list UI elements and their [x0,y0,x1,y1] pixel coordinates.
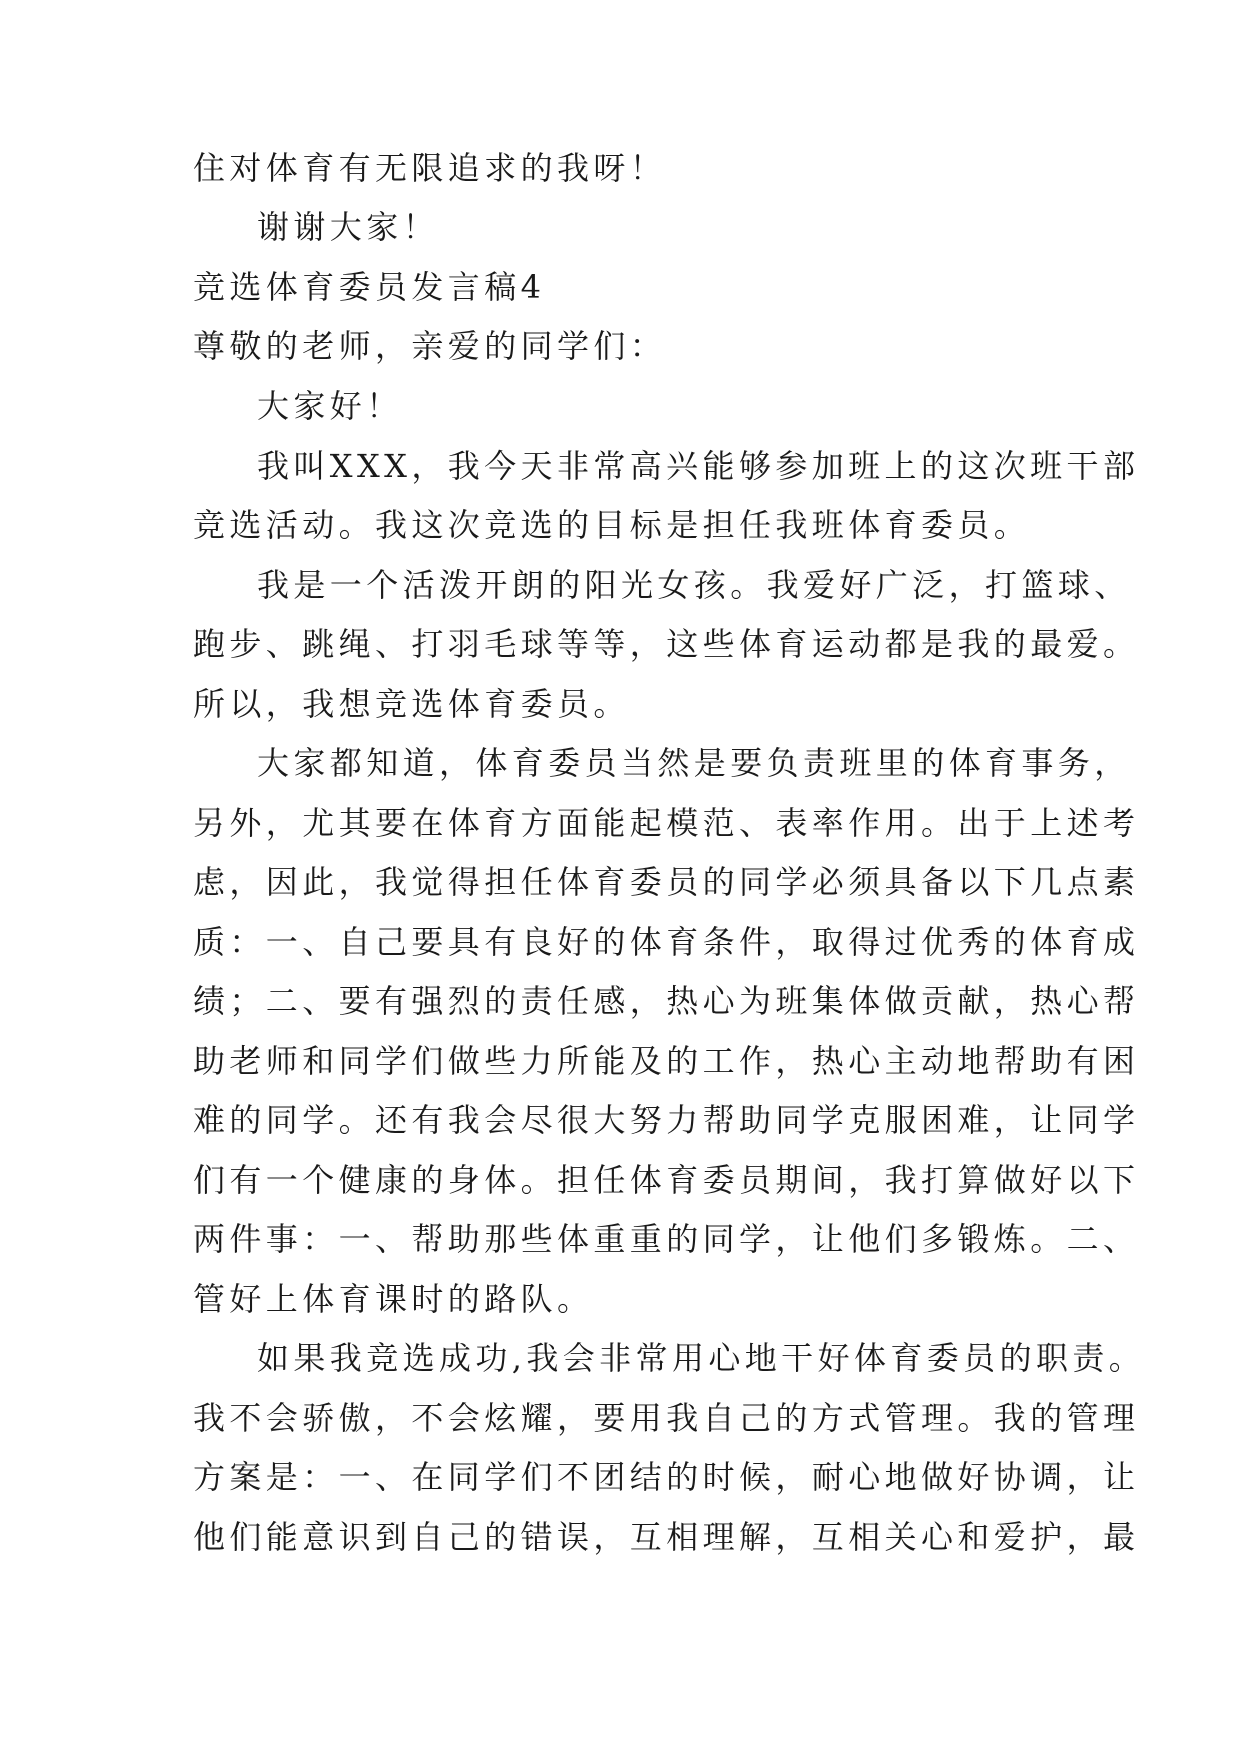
text-line: 难的同学。还有我会尽很大努力帮助同学克服困难，让同学 [193,1101,1140,1139]
text-line: 虑，因此，我觉得担任体育委员的同学必须具备以下几点素 [193,863,1140,901]
text-line: 我不会骄傲，不会炫耀，要用我自己的方式管理。我的管理 [193,1399,1140,1437]
text-line: 方案是：一、在同学们不团结的时候，耐心地做好协调，让 [193,1458,1140,1496]
text-line: 如果我竞选成功,我会非常用心地干好体育委员的职责。 [257,1339,1146,1377]
text-line: 跑步、跳绳、打羽毛球等等，这些体育运动都是我的最爱。 [193,625,1140,663]
text-line: 住对体育有无限追求的我呀！ [193,149,667,187]
text-line: 绩；二、要有强烈的责任感，热心为班集体做贡献，热心帮 [193,982,1140,1020]
text-line: 管好上体育课时的路队。 [193,1280,594,1318]
text-line: 竞选活动。我这次竞选的目标是担任我班体育委员。 [193,506,1031,544]
text-line: 所以，我想竞选体育委员。 [193,685,630,723]
text-line: 谢谢大家！ [257,208,440,246]
salutation: 尊敬的老师，亲爱的同学们： [193,327,667,365]
text-line: 大家都知道，体育委员当然是要负责班里的体育事务， [257,744,1131,782]
text-line: 另外，尤其要在体育方面能起模范、表率作用。出于上述考 [193,804,1140,842]
greeting: 大家好！ [257,387,403,425]
text-line: 我叫XXX，我今天非常高兴能够参加班上的这次班干部 [257,447,1140,485]
text-line: 们有一个健康的身体。担任体育委员期间，我打算做好以下 [193,1161,1140,1199]
text-line: 两件事：一、帮助那些体重重的同学，让他们多锻炼。二、 [193,1220,1140,1258]
text-line: 我是一个活泼开朗的阳光女孩。我爱好广泛，打篮球、 [257,566,1131,604]
text-line: 质：一、自己要具有良好的体育条件，取得过优秀的体育成 [193,923,1140,961]
text-line: 他们能意识到自己的错误，互相理解，互相关心和爱护，最 [193,1518,1140,1556]
text-line: 助老师和同学们做些力所能及的工作，热心主动地帮助有困 [193,1042,1140,1080]
section-title: 竞选体育委员发言稿4 [193,268,546,306]
